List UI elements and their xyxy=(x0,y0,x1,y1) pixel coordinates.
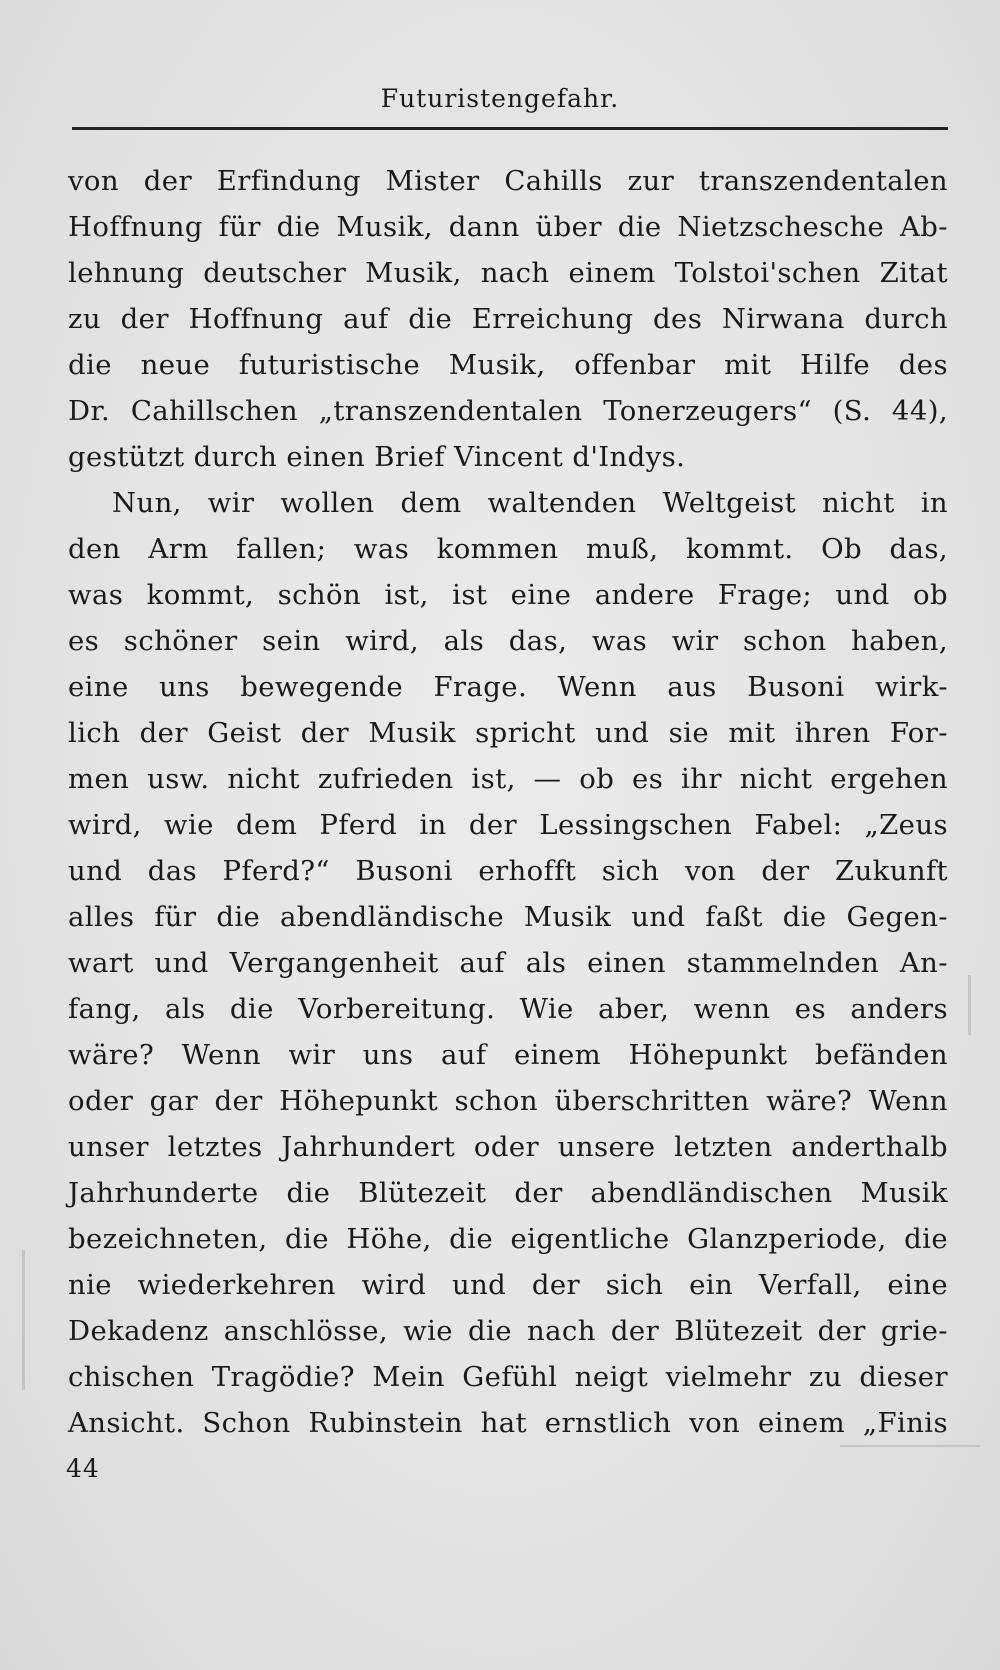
text-line: wird, wie dem Pferd in der Lessingschen Fabel: „Zeus xyxy=(68,809,948,841)
text-line: Jahrhunderte die Blütezeit der abendländischen Musik xyxy=(68,1177,948,1209)
text-line: gestützt durch einen Brief Vincent d'Indys. xyxy=(68,441,686,473)
text-line: Dr. Cahillschen „transzendentalen Tonerzeugers“ (S. 44), xyxy=(68,395,948,427)
text-line: fang, als die Vorbereitung. Wie aber, wenn es anders xyxy=(68,993,948,1025)
text-line: eine uns bewegende Frage. Wenn aus Busoni wirk- xyxy=(68,671,948,703)
text-line: men usw. nicht zufrieden ist, — ob es ihr nicht ergehen xyxy=(68,763,948,795)
running-title: Futuristengefahr. xyxy=(380,84,620,113)
pencil-mark-left xyxy=(22,1250,25,1390)
text-line: wäre? Wenn wir uns auf einem Höhepunkt befänden xyxy=(68,1039,948,1071)
text-line: nie wiederkehren wird und der sich ein Verfall, eine xyxy=(68,1269,948,1301)
text-line: es schöner sein wird, als das, was wir schon haben, xyxy=(68,625,948,657)
text-line: chischen Tragödie? Mein Gefühl neigt vielmehr zu dieser xyxy=(68,1361,948,1393)
text-line: alles für die abendländische Musik und faßt die Gegen- xyxy=(68,901,948,933)
body-text xyxy=(68,158,948,1446)
pencil-underline xyxy=(840,1445,980,1447)
text-line: lich der Geist der Musik spricht und sie mit ihren For- xyxy=(68,717,948,749)
text-line: lehnung deutscher Musik, nach einem Tolstoi'schen Zitat xyxy=(68,257,948,289)
text-line: Ansicht. Schon Rubinstein hat ernstlich von einem „Finis xyxy=(68,1407,948,1439)
text-line: Nun, wir wollen dem waltenden Weltgeist nicht in xyxy=(112,487,948,519)
text-line: oder gar der Höhepunkt schon überschritten wäre? Wenn xyxy=(68,1085,948,1117)
text-line: was kommt, schön ist, ist eine andere Frage; und ob xyxy=(68,579,948,611)
text-line: die neue futuristische Musik, offenbar mit Hilfe des xyxy=(68,349,948,381)
text-line: unser letztes Jahrhundert oder unsere letzten anderthalb xyxy=(68,1131,948,1163)
text-line: bezeichneten, die Höhe, die eigentliche Glanzperiode, die xyxy=(68,1223,948,1255)
header-rule xyxy=(72,127,948,130)
pencil-mark-right xyxy=(968,975,971,1035)
text-line: den Arm fallen; was kommen muß, kommt. Ob das, xyxy=(68,533,948,565)
text-line: und das Pferd?“ Busoni erhofft sich von der Zukunft xyxy=(68,855,948,887)
text-line: wart und Vergangenheit auf als einen stammelnden An- xyxy=(68,947,948,979)
text-line: zu der Hoffnung auf die Erreichung des Nirwana durch xyxy=(68,303,948,335)
page-number: 44 xyxy=(66,1454,100,1483)
text-line: Dekadenz anschlösse, wie die nach der Blütezeit der grie- xyxy=(68,1315,948,1347)
text-line: von der Erfindung Mister Cahills zur transzendentalen xyxy=(68,165,948,197)
text-line: Hoffnung für die Musik, dann über die Nietzschesche Ab- xyxy=(68,211,948,243)
